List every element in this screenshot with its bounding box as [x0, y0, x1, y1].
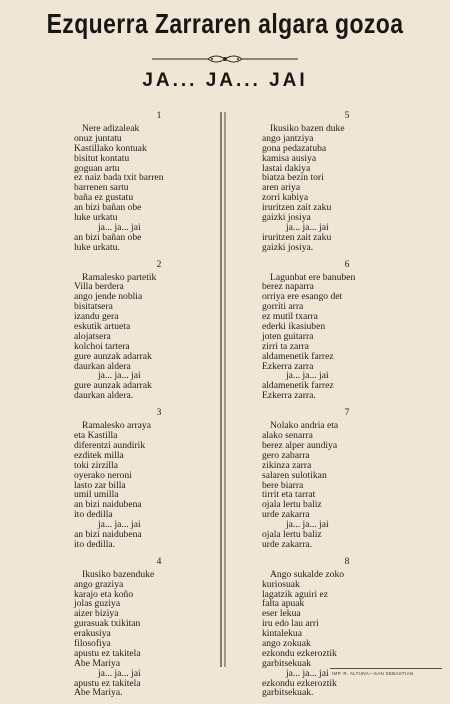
verse-line: ito dedilla — [74, 509, 113, 521]
verse-line: ango jantziya — [262, 132, 314, 144]
verse-line: iruritzen zait zaku — [262, 202, 332, 214]
stanza-number: 7 — [344, 408, 350, 419]
verse-line: falta apuak — [262, 598, 305, 610]
verse-line: kolchoi tartera — [74, 340, 130, 352]
refrain-line: ja... ja... jai — [286, 370, 329, 382]
verse-line: Ezkerra zarra — [262, 360, 314, 372]
verse-line: barrenen sartu — [74, 182, 129, 194]
verse-line: gaizki josiya — [262, 212, 311, 224]
verse-line: Ramalesko partetik — [82, 271, 157, 283]
verse-line: luke urkatu. — [74, 241, 120, 253]
verse-line: ez naiz bada txit barren — [74, 172, 164, 184]
verse-line: eser lekua — [262, 608, 301, 620]
verse-line: lastai dakiya — [262, 162, 311, 174]
verse-line: Nere adizaleak — [82, 123, 140, 134]
verse-line: ango zokuak — [262, 637, 311, 649]
verse-line: Kastillako kontuak — [74, 142, 147, 154]
verse-line: Nolako andria eta — [270, 420, 339, 432]
verse-line: Ikusiko bazen duke — [270, 123, 345, 134]
stanza — [262, 556, 432, 699]
document-title: Ezquerra Zarraren algara gozoa — [46, 8, 404, 39]
verse-line: bisitatsera — [74, 301, 113, 313]
verse-line: orriya ere esango det — [262, 291, 343, 303]
verse-line: an bizi bañan obe — [74, 202, 142, 214]
verse-line: gure aunzak adarrak — [74, 380, 152, 392]
verse-line: Villa berdera — [74, 281, 124, 293]
verse-line: lagatzik aguiri ez — [262, 588, 329, 600]
verse-line: Abe Mariya. — [74, 687, 123, 699]
verse-line: bere biarra — [262, 479, 304, 491]
verse-line: zikinza zarra — [262, 459, 312, 471]
verse-line: aizer biziya — [74, 608, 119, 620]
verse-line: salaren sulotikan — [262, 469, 327, 481]
verse-line: Ezkerra zarra. — [262, 390, 316, 402]
verse-line: alojatsera — [74, 330, 111, 342]
verse-line: karajo eta koño — [74, 588, 134, 600]
verse-line: eta Kastilla — [74, 430, 118, 442]
stanza-number: 3 — [156, 408, 162, 419]
verse-line: urde zakarra. — [262, 538, 313, 550]
verse-line: gure aunzak adarrak — [74, 350, 152, 362]
verse-line: Ango sukalde zoko — [270, 568, 345, 580]
verse-line: daurkan aldera — [74, 360, 131, 372]
refrain-line: ja... ja... jai — [286, 221, 329, 233]
verse-line: kintalekua — [262, 628, 302, 640]
verse-line: Ramalesko arraya — [82, 420, 151, 432]
verse-line: erakusiya — [74, 628, 111, 640]
verse-line: bisitut kontatu — [74, 152, 130, 164]
verse-line: luke urkatu — [74, 212, 118, 224]
verse-line: tirrit eta tarrat — [262, 489, 316, 501]
verse-line: joten guitarra — [262, 330, 314, 342]
refrain-line: ja... ja... jai — [286, 519, 329, 531]
verse-line: kamisa ausiya — [262, 152, 317, 164]
refrain-line: ja... ja... jai — [98, 370, 141, 382]
verse-line: berez alper aundiya — [262, 439, 338, 451]
verse-line: gurasuak txikitan — [74, 618, 141, 630]
stanza-number: 2 — [156, 259, 162, 270]
verse-line: umil umilla — [74, 489, 119, 501]
verse-line: ango graziya — [74, 578, 124, 590]
decorative-ornament-icon — [150, 52, 300, 66]
verse-line: ezkondu ezkeroztik — [262, 647, 337, 659]
verse-line: goguan artu — [74, 162, 120, 174]
stanza-number: 1 — [156, 111, 162, 121]
verse-line: daurkan aldera. — [74, 390, 134, 402]
refrain-line: ja... ja... jai — [286, 667, 329, 679]
stanza-number: 8 — [344, 556, 350, 567]
verse-line: ezkondu ezkeroztik — [262, 677, 337, 689]
verse-line: Lagunbat ere banuben — [270, 271, 356, 283]
verse-line: aldamenetik farrez — [262, 350, 334, 362]
refrain-line: ja... ja... jai — [98, 221, 141, 233]
verse-line: Abe Mariya — [74, 657, 121, 669]
verse-line: onuz juntatu — [74, 132, 122, 144]
verse-line: biatza bezin tori — [262, 172, 324, 184]
document-subtitle: JA... JA... JAI — [142, 70, 308, 91]
verse-line: iruritzen zait zaku — [262, 231, 332, 243]
column-divider — [216, 112, 230, 667]
verse-line: aren ariya — [262, 182, 301, 194]
verse-line: apustu ez takitela — [74, 647, 141, 659]
stanza — [262, 259, 432, 402]
stanza — [262, 407, 432, 550]
right-verse-column — [262, 110, 432, 704]
verse-line: gero zabarra — [262, 449, 310, 461]
verse-line: jolas guziya — [74, 598, 121, 610]
verse-line: urde zakarra — [262, 509, 310, 521]
stanza-number: 5 — [344, 111, 350, 121]
verse-line: ojala lertu baliz — [262, 528, 322, 540]
refrain-line: ja... ja... jai — [98, 519, 141, 531]
verse-line: an bizi naidubena — [74, 499, 142, 511]
verse-line: garbitsekuak — [262, 657, 312, 669]
verse-line: garbitsekuak. — [262, 687, 314, 699]
verse-line: ezditek milla — [74, 449, 124, 461]
verse-line: eskutik artueta — [74, 321, 131, 333]
verse-line: iru edo lau arri — [262, 618, 319, 630]
verse-line: ito dedilla. — [74, 538, 116, 550]
refrain-line: ja... ja... jai — [98, 667, 141, 679]
verse-line: gaizki josiya. — [262, 241, 314, 253]
verse-line: apustu ez takitela — [74, 677, 141, 689]
verse-line: gona pedazatuba — [262, 142, 327, 154]
verse-line: Ikusiko bazenduke — [82, 568, 155, 580]
verse-line: ederki ikasiuben — [262, 321, 326, 333]
verse-line: an bizi bañan obe — [74, 231, 142, 243]
verse-line: an bizi naidubena — [74, 528, 142, 540]
verse-line: berez naparra — [262, 281, 314, 293]
verse-line: kuriosuak — [262, 578, 300, 590]
verse-line: lasto zar billa — [74, 479, 126, 491]
stanza — [262, 110, 432, 253]
verse-line: diferentzi aundirik — [74, 439, 146, 451]
verse-line: gorriti arra — [262, 301, 304, 313]
verse-line: izandu gera — [74, 311, 119, 323]
verse-line: alako senarra — [262, 430, 313, 442]
verse-line: zirri ta zarra — [262, 340, 309, 352]
printer-imprint: IMP. R. ALTUNA—SAN SEBASTIAN — [332, 671, 414, 676]
verse-line: ango jende noblia — [74, 291, 143, 303]
verse-line: ojala lertu baliz — [262, 499, 322, 511]
footer-rule — [330, 668, 442, 669]
verse-line: zorri kabiya — [262, 192, 309, 204]
stanza-number: 6 — [344, 259, 350, 270]
verse-line: ez mutil txarra — [262, 311, 318, 323]
verse-line: toki zirzilla — [74, 459, 118, 471]
verse-line: filosofiya — [74, 637, 111, 649]
stanza-number: 4 — [156, 556, 162, 567]
verse-line: oyerako neroni — [74, 469, 132, 481]
verse-line: baña ez gustatu — [74, 192, 134, 204]
verse-line: aldamenetik farrez — [262, 380, 334, 392]
